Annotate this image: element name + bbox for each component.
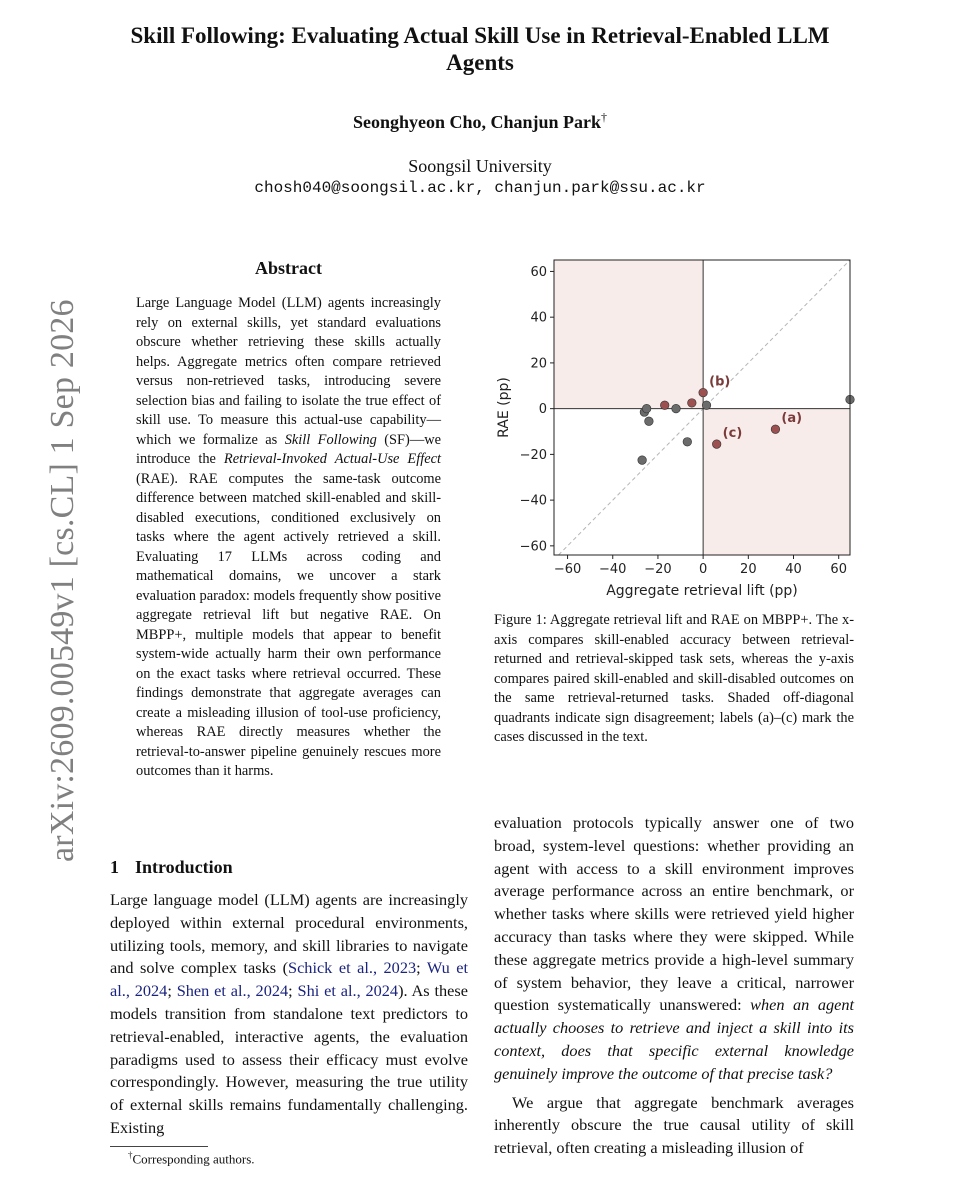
data-point [699,388,708,397]
citation-separator: ; [288,981,298,1001]
y-tick-label: −40 [519,493,547,509]
data-point [672,404,681,413]
section-number: 1 [110,857,119,877]
right-column-body [494,812,854,1160]
footnote-rule [110,1146,208,1147]
y-axis-label: RAE (pp) [496,377,512,438]
footnote-mark: † [128,1150,133,1160]
y-tick-label: 20 [530,356,547,372]
right-text-1: evaluation protocols typically answer one of two broad, system-level questions: whether providing an agent with access to a skill environment improves average performance across an entire benchmark, or whether tasks where skills were retrieved yield higher accuracy than tasks where they were skipped. While these aggregate metrics provide a high-level summary of system behavior, they leave a critical, narrower question systematically unanswered: [494,813,854,1015]
y-tick-label: −20 [519,447,547,463]
data-point [771,425,780,434]
introduction-body [110,889,468,1140]
x-tick-label: 60 [830,562,847,577]
citation-separator: ; [167,981,177,1001]
scatter-plot [494,258,864,603]
abstract-text-3: (RAE). RAE computes the same-task outcome difference between matched skill-enabled and skill-disabled executions, conditioned exclusively on tasks where the agent actively retrieved a skill. Evaluating 17 LLMs across coding and mathematical domains, we uncover a stark evaluation paradox: models frequently show positive aggregate retrieval lift but negative RAE. On MBPP+, multiple models that appear to benefit system-wide actually harm their own performance on the exact tasks where retrieval occurred. These findings demonstrate that aggregate averages can create a misleading illusion of tool-use proficiency, whereas RAE directly measures whether the retrieval-to-answer pipeline genuinely rescues more outcomes than it harms. [136,470,441,779]
right-paragraph-2: We argue that aggregate benchmark averages inherently obscure the true causal utility of skill retrieval, often creating a misleading illusion of [494,1092,854,1158]
research-question: when an agent actually chooses to retrieve and inject a skill into its context, does that specific external knowledge genuinely improve the outcome of that precise task? [494,995,854,1083]
abstract-text-1: Large Language Model (LLM) agents increasingly rely on external skills, yet standard evaluations obscure whether retrieving these skills actually helps. Aggregate metrics often compare retrieved versus non-retrieved tasks, introducing severe selection bias and failing to isolate the true effect of skill use. To measure this actual-use capability—which we formalize as [136,295,441,448]
sf-term: Skill Following [284,431,377,448]
footnote [128,1150,448,1167]
y-tick-label: 40 [530,310,547,326]
x-axis-label: Aggregate retrieval lift (pp) [606,583,798,599]
abstract-heading: Abstract [255,258,322,278]
x-tick-label: 0 [698,562,708,577]
author-emails: chosh040@soongsil.ac.kr, chanjun.park@ssu.ac.kr [254,179,706,197]
data-point [702,401,711,410]
x-tick-label: 40 [785,562,802,577]
citation-link[interactable]: Schick et al., 2023 [288,958,417,978]
section-title: Introduction [135,857,233,877]
data-point [645,417,654,426]
author-mark: † [601,110,608,124]
author-list [200,110,760,133]
data-point [683,438,692,447]
figure-1 [494,258,864,603]
citation-link[interactable]: Shi et al., 2024 [297,981,399,1001]
right-paragraph-1 [494,812,854,1086]
author-names: Seonghyeon Cho, Chanjun Park [352,112,602,132]
y-tick-label: 60 [530,264,547,280]
x-tick-label: −40 [599,562,627,577]
data-point [642,404,651,413]
x-tick-label: −20 [644,562,672,577]
y-tick-label: −60 [519,539,547,555]
affiliation: Soongsil University [408,156,552,176]
y-tick-label: 0 [538,402,547,418]
paper-title: Skill Following: Evaluating Actual Skill Use in Retrieval-Enabled LLM Agents [130,23,830,75]
point-label: (a) [781,411,803,427]
intro-text-2: ). As these models transition from standalone text predictors to retrieval-enabled, interactive agents, the evaluation paradigms used to assess their efficacy must evolve correspondingly. However, measuring the true utility of external skills remains fundamentally challenging. Existing [110,981,468,1137]
intro-text-1: Large language model (LLM) agents are increasingly deployed within external procedural environments, utilizing tools, memory, and skill libraries to navigate and solve complex tasks ( [110,890,468,978]
figure-caption: Figure 1: Aggregate retrieval lift and RAE on MBPP+. The x-axis compares skill-enabled accuracy between retrieval-returned and retrieval-skipped task sets, whereas the y-axis compares paired skill-enabled and skill-disabled outcomes on the same retrieval-returned tasks. Shaded off-diagonal quadrants indicate sign disagreement; labels (a)–(c) mark the cases discussed in the text. [494,612,854,745]
point-label: (c) [722,426,743,442]
data-point [688,399,697,408]
citation-link[interactable]: Shen et al., 2024 [176,981,289,1001]
point-label: (b) [709,374,731,390]
affiliation-block [200,155,760,199]
data-point [638,456,647,465]
rae-term: Retrieval-Invoked Actual-Use Effect [223,451,441,467]
x-tick-label: −60 [553,562,582,577]
arxiv-identifier: arXiv:2609.00549v1 [cs.CL] 1 Sep 2026 [44,299,81,862]
data-point [712,440,721,449]
footnote-text: Corresponding authors. [132,1151,255,1167]
data-point [660,401,669,410]
citation-separator: ; [416,958,427,978]
quadrant-shade-top-left [554,260,703,409]
x-tick-label: 20 [740,562,757,577]
section-heading-introduction [110,857,460,878]
abstract-text-2: (SF)—we introduce the [136,431,442,467]
abstract-body [136,294,441,782]
citation-link[interactable]: Wu et al., 2024 [110,958,469,1001]
